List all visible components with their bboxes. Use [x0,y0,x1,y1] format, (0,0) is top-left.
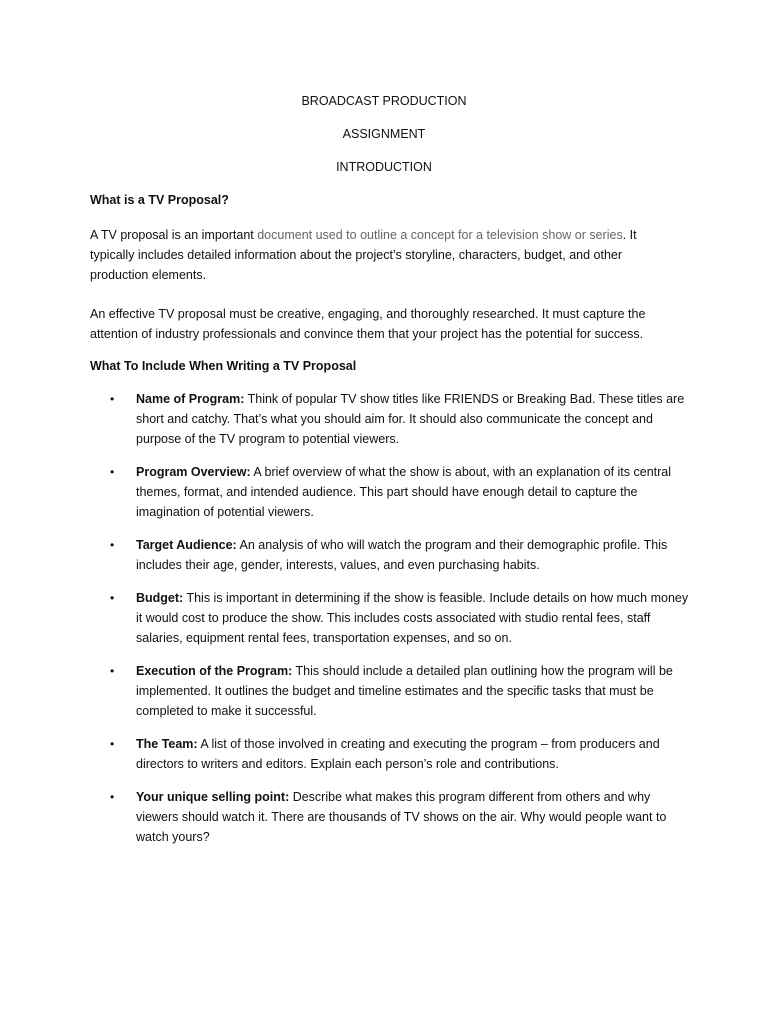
document-subtitle-assignment: ASSIGNMENT [342,127,426,141]
item-label: Program Overview: [136,465,251,479]
section-heading-what-to-include: What To Include When Writing a TV Proposal [90,359,357,373]
paragraph-definition-text-start: A TV proposal is an important [90,228,258,242]
document-title: BROADCAST PRODUCTION [301,94,467,108]
item-label: Budget: [136,591,184,605]
list-item [90,588,690,648]
list-item [90,734,690,774]
bullet-icon: • [110,737,115,751]
item-label: The Team: [136,737,198,751]
bullet-icon: • [110,664,115,678]
bullet-icon: • [110,790,115,804]
paragraph-effective: An effective TV proposal must be creative, engaging, and thoroughly researched. It must capture the attention of industry professionals and convince them that your project has the potential for success. [90,307,646,341]
include-list [90,389,690,860]
bullet-icon: • [110,465,115,479]
document-subtitle-introduction: INTRODUCTION [336,160,432,174]
list-item [90,661,690,721]
list-item [90,787,690,847]
item-label: Execution of the Program: [136,664,293,678]
list-item [90,389,690,449]
paragraph-definition-text-end: . It typically includes detailed information about the project’s storyline, characters, budget, and other production elements. [90,228,637,282]
item-text: A list of those involved in creating and executing the program – from producers and directors to writers and editors. Explain each person’s role and contributions. [136,737,660,771]
definition-link[interactable]: document used to outline a concept for a television show or series [257,228,623,242]
item-text: This should include a detailed plan outlining how the program will be implemented. It outlines the budget and timeline estimates and the specific tasks that must be completed to make it successful. [136,664,673,718]
item-label: Your unique selling point: [136,790,290,804]
list-item [90,462,690,522]
bullet-icon: • [110,538,115,552]
item-text: Describe what makes this program different from others and why viewers should watch it. There are thousands of TV shows on the air. Why would people want to watch yours? [136,790,667,844]
bullet-icon: • [110,591,115,605]
item-text: This is important in determining if the show is feasible. Include details on how much money it would cost to produce the show. This includes costs associated with studio rental fees, staff salaries, equipment rental fees, transportation expenses, and so on. [136,591,689,645]
item-label: Target Audience: [136,538,237,552]
bullet-icon: • [110,392,115,406]
section-heading-what-is: What is a TV Proposal? [90,193,229,207]
item-text: An analysis of who will watch the program and their demographic profile. This includes their age, gender, interests, values, and even purchasing habits. [136,538,668,572]
list-item [90,535,690,575]
paragraph-definition [90,225,650,285]
item-text: A brief overview of what the show is about, with an explanation of its central themes, format, and intended audience. This part should have enough detail to capture the imagination of potential viewers. [136,465,672,519]
item-label: Name of Program: [136,392,245,406]
item-text: Think of popular TV show titles like FRIENDS or Breaking Bad. These titles are short and catchy. That’s what you should aim for. It should also communicate the concept and purpose of the TV program to potential viewers. [136,392,685,446]
